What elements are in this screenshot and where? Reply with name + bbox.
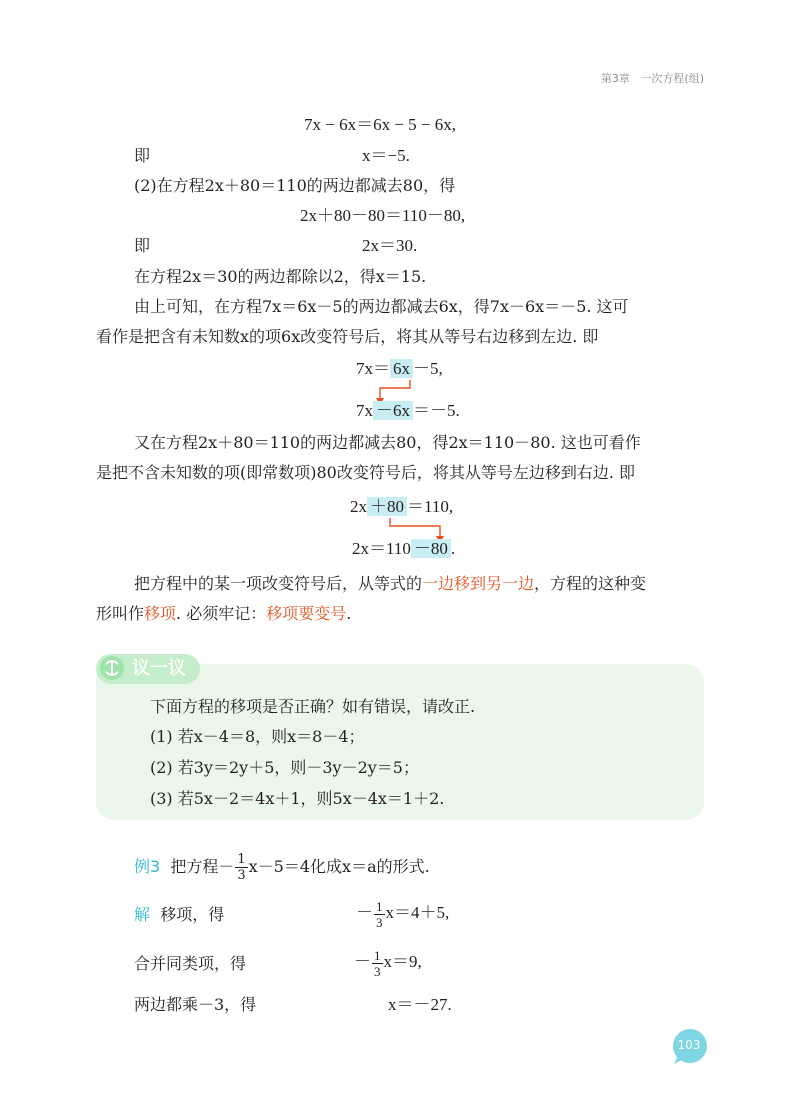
demo-2-line-1-a: 2x — [350, 497, 367, 516]
definition-line-2-b: . 必须牢记： — [176, 604, 267, 623]
discussion-item-2: (2) 若3y＝2y＋5，则－3y－2y＝5； — [150, 758, 419, 777]
running-header — [601, 68, 704, 90]
definition-line-1-b: ，方程的这种变 — [534, 574, 647, 593]
demo-2-line-1-highlight: ＋80 — [367, 497, 407, 516]
step-2-eq-a: － — [354, 952, 371, 971]
definition-line-2-a: 形叫作 — [96, 604, 145, 623]
ji-label: 即 — [134, 146, 151, 165]
step-1-eq-b: x＝4＋5, — [385, 903, 450, 922]
definition-line-2-c: . — [346, 604, 352, 623]
step-1-eq-a: － — [356, 903, 373, 922]
step-3-equation: x＝－27. — [388, 995, 452, 1014]
demo-2-line-2-highlight: －80 — [411, 539, 451, 558]
discussion-icon — [98, 654, 126, 682]
demo-2-line-1 — [350, 496, 453, 518]
fraction-denominator: 3 — [376, 914, 383, 930]
demo-1-line-2-highlight: －6x — [373, 401, 413, 420]
equation-subtract: 2x＋80－80＝110－80, — [300, 206, 466, 225]
paragraph-1-line-1: 由上可知，在方程7x＝6x－5的两边都减去6x，得7x－6x＝－5. 这可 — [134, 297, 629, 316]
equation-top: 7x − 6x＝6x − 5 − 6x, — [304, 115, 457, 134]
paragraph-2-line-1: 又在方程2x＋80＝110的两边都减去80，得2x＝110－80. 这也可看作 — [134, 433, 641, 452]
solution-label: 解 — [134, 905, 151, 924]
example-3-label: 例3 — [134, 857, 161, 876]
demo-1-line-2-b: ＝－5. — [413, 401, 460, 420]
divide-text: 在方程2x＝30的两边都除以2，得x＝15. — [134, 267, 427, 286]
fraction-numerator: 1 — [374, 947, 381, 963]
step-2-eq-b: x＝9, — [383, 952, 422, 971]
demo-1-line-1 — [356, 358, 443, 380]
step-1-label: 移项，得 — [160, 905, 225, 924]
step-2-fraction — [372, 948, 383, 979]
demo-2-line-2-b: . — [450, 539, 456, 558]
discussion-title: 议一议 — [132, 658, 186, 679]
demo-1-line-1-highlight: 6x — [390, 359, 413, 378]
definition-line-1-a: 把方程中的某一项改变符号后，从等式的 — [134, 574, 423, 593]
definition-highlight-phrase: 一边移到另一边 — [422, 574, 535, 593]
paragraph-2-line-2: 是把不含未知数的项(即常数项)80改变符号后，将其从等号左边移到右边. 即 — [96, 463, 636, 482]
chapter-label: 第3章 — [600, 72, 630, 85]
demo-1-line-2 — [356, 400, 460, 422]
definition-line-2 — [96, 603, 351, 625]
discussion-item-1: (1) 若x－4＝8，则x＝8－4； — [150, 727, 365, 746]
equation-result-2: 2x＝30. — [362, 236, 418, 255]
item-2-text: (2)在方程2x＋80＝110的两边都减去80，得 — [134, 176, 456, 195]
demo-1-line-2-a: 7x — [356, 401, 373, 420]
demo-1-line-1-b: －5, — [413, 359, 443, 378]
step-2-label: 合并同类项，得 — [134, 954, 247, 973]
section-label: 一次方程(组) — [640, 72, 704, 85]
solution-step-1-equation — [356, 896, 449, 930]
equation-result-1: x＝−5. — [362, 146, 410, 165]
example-3-text-a: 把方程－ — [170, 857, 235, 876]
demo-1-line-1-a: 7x＝ — [356, 359, 390, 378]
example-3-text-b: x－5＝4化成x＝a的形式. — [248, 857, 430, 876]
demo-2-line-2-a: 2x＝110 — [352, 539, 411, 558]
ji-label-2: 即 — [134, 236, 151, 255]
example-3 — [134, 850, 430, 884]
solution-step-2-equation — [354, 945, 422, 979]
demo-2-line-2 — [352, 538, 455, 560]
fraction-numerator: 1 — [237, 852, 246, 867]
fraction-numerator: 1 — [376, 898, 383, 914]
page-number: 103 — [677, 1038, 701, 1052]
solution-step-1-label — [134, 904, 224, 926]
definition-line-1 — [134, 573, 646, 595]
fraction-denominator: 3 — [237, 868, 246, 883]
example-3-fraction — [235, 852, 247, 883]
paragraph-1-line-2: 看作是把含有未知数x的项6x改变符号后，将其从等号右边移到左边. 即 — [96, 327, 599, 346]
demo-2-line-1-b: ＝110, — [407, 497, 454, 516]
fraction-denominator: 3 — [374, 963, 381, 979]
discussion-item-3: (3) 若5x－2＝4x＋1，则5x－4x＝1＋2. — [150, 789, 445, 808]
step-1-fraction — [374, 899, 385, 930]
discussion-prompt: 下面方程的移项是否正确？如有错误，请改正. — [150, 697, 476, 716]
step-3-label: 两边都乘－3，得 — [134, 995, 257, 1014]
rule-yixiang-bianhao: 移项要变号 — [266, 604, 347, 623]
term-yixiang: 移项 — [144, 604, 177, 623]
